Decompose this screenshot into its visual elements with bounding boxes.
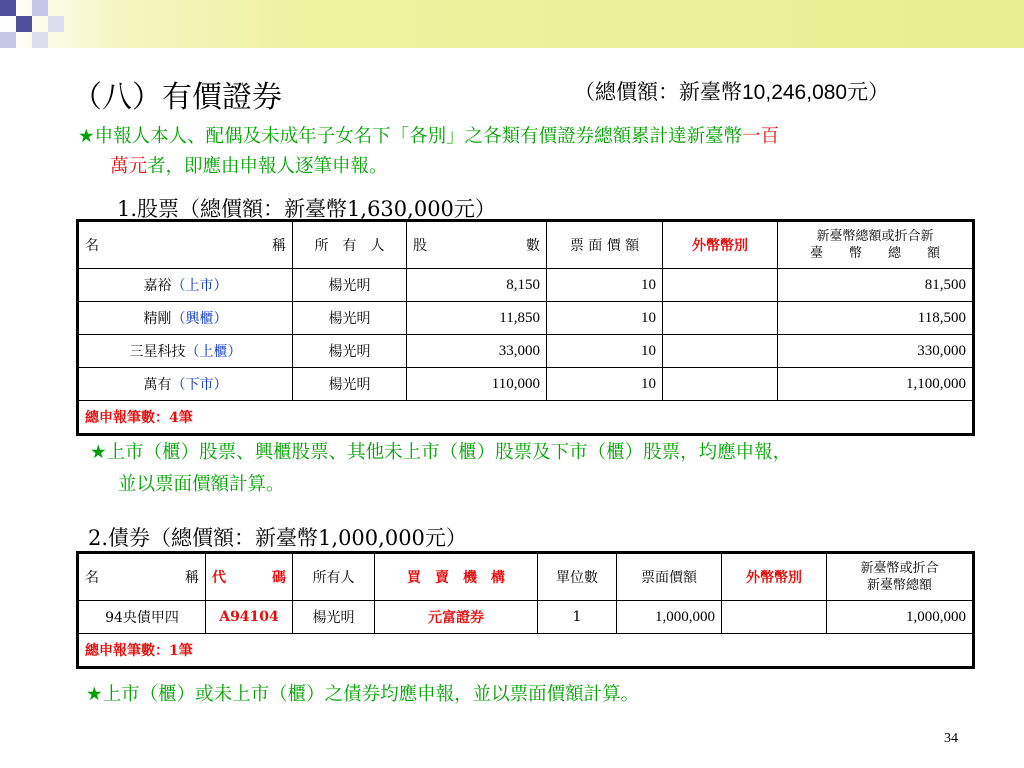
- stock-par: 10: [547, 302, 663, 335]
- bond-par: 1,000,000: [617, 601, 722, 634]
- stocks-header-row: [79, 222, 973, 269]
- header-par-value: 票面價額: [617, 554, 722, 601]
- header-par-value: 票 面 價 額: [547, 222, 663, 269]
- table-row: [79, 302, 973, 335]
- stock-name: 精剛（興櫃）: [79, 302, 293, 335]
- header-owner: 所 有 人: [293, 222, 407, 269]
- page-number: 34: [944, 731, 958, 746]
- note-threshold-line2: 萬元者，即應由申報人逐筆申報。: [110, 156, 388, 177]
- stock-name: 三星科技（上櫃）: [79, 335, 293, 368]
- stock-twd: 81,500: [778, 269, 973, 302]
- stock-owner: 楊光明: [293, 269, 407, 302]
- table-row: [79, 335, 973, 368]
- stock-twd: 118,500: [778, 302, 973, 335]
- stock-twd: 1,100,000: [778, 368, 973, 401]
- note-bonds: ★上市（櫃）或未上市（櫃）之債券均應申報，並以票面價額計算。: [86, 684, 640, 705]
- table-row: [79, 368, 973, 401]
- bond-owner: 楊光明: [293, 601, 375, 634]
- header-units: 單位數: [538, 554, 617, 601]
- bonds-heading: 2.債券（總價額：新臺幣1,000,000元）: [88, 526, 467, 550]
- header-code: 代 碼: [206, 554, 293, 601]
- note-threshold-line1: ★申報人本人、配偶及未成年子女名下「各別」之各類有價證券總額累計達新臺幣一百: [78, 126, 780, 147]
- header-foreign-currency: 外幣幣別: [722, 554, 827, 601]
- table-row: [79, 601, 973, 634]
- decor-square: [32, 0, 48, 16]
- bond-twd: 1,000,000: [827, 601, 973, 634]
- header-twd-total: 新臺幣或折合 新臺幣總額: [827, 554, 973, 601]
- stock-shares: 8,150: [407, 269, 547, 302]
- bond-units: 1: [538, 601, 617, 634]
- decor-square: [16, 16, 32, 32]
- stocks-count: 總申報筆數：4筆: [79, 401, 973, 434]
- stocks-heading: 1.股票（總價額：新臺幣1,630,000元）: [117, 197, 496, 221]
- stock-shares: 33,000: [407, 335, 547, 368]
- stock-foreign: [663, 269, 778, 302]
- header-name: 名 稱: [79, 222, 293, 269]
- grand-total: （總價額：新臺幣10,246,080元）: [574, 80, 890, 104]
- stock-foreign: [663, 302, 778, 335]
- note-stocks-line1: ★上市（櫃）股票、興櫃股票、其他未上市（櫃）股票及下市（櫃）股票，均應申報，: [90, 442, 792, 463]
- stock-par: 10: [547, 335, 663, 368]
- stock-par: 10: [547, 368, 663, 401]
- header-shares: 股 數: [407, 222, 547, 269]
- header-twd-total: 新臺幣總額或折合新 臺 幣 總 額: [778, 222, 973, 269]
- bond-broker: 元富證券: [375, 601, 538, 634]
- bond-foreign: [722, 601, 827, 634]
- bond-code: A94104: [206, 601, 293, 634]
- header-broker: 買 賣 機 構: [375, 554, 538, 601]
- stock-par: 10: [547, 269, 663, 302]
- stock-shares: 11,850: [407, 302, 547, 335]
- stock-owner: 楊光明: [293, 368, 407, 401]
- bonds-table: [78, 553, 973, 667]
- bonds-count: 總申報筆數：1筆: [79, 634, 973, 667]
- bonds-footer-row: [79, 634, 973, 667]
- decor-square: [48, 16, 64, 32]
- bonds-header-row: [79, 554, 973, 601]
- header-bar: [0, 0, 1024, 48]
- header-foreign-currency: 外幣幣別: [663, 222, 778, 269]
- stocks-footer-row: [79, 401, 973, 434]
- header-name: 名 稱: [79, 554, 206, 601]
- table-row: [79, 269, 973, 302]
- stock-shares: 110,000: [407, 368, 547, 401]
- note-stocks-line2: 並以票面價額計算。: [118, 474, 285, 495]
- bond-name: 94央債甲四: [79, 601, 206, 634]
- stocks-table: [78, 221, 973, 434]
- decor-square: [32, 32, 48, 48]
- stock-name: 萬有（下市）: [79, 368, 293, 401]
- stock-owner: 楊光明: [293, 335, 407, 368]
- stock-owner: 楊光明: [293, 302, 407, 335]
- header-owner: 所有人: [293, 554, 375, 601]
- stock-twd: 330,000: [778, 335, 973, 368]
- stock-foreign: [663, 335, 778, 368]
- stock-name: 嘉裕（上市）: [79, 269, 293, 302]
- stock-foreign: [663, 368, 778, 401]
- decor-square: [0, 0, 16, 16]
- page-title: （八）有價證券: [72, 80, 282, 115]
- decor-square: [0, 32, 16, 48]
